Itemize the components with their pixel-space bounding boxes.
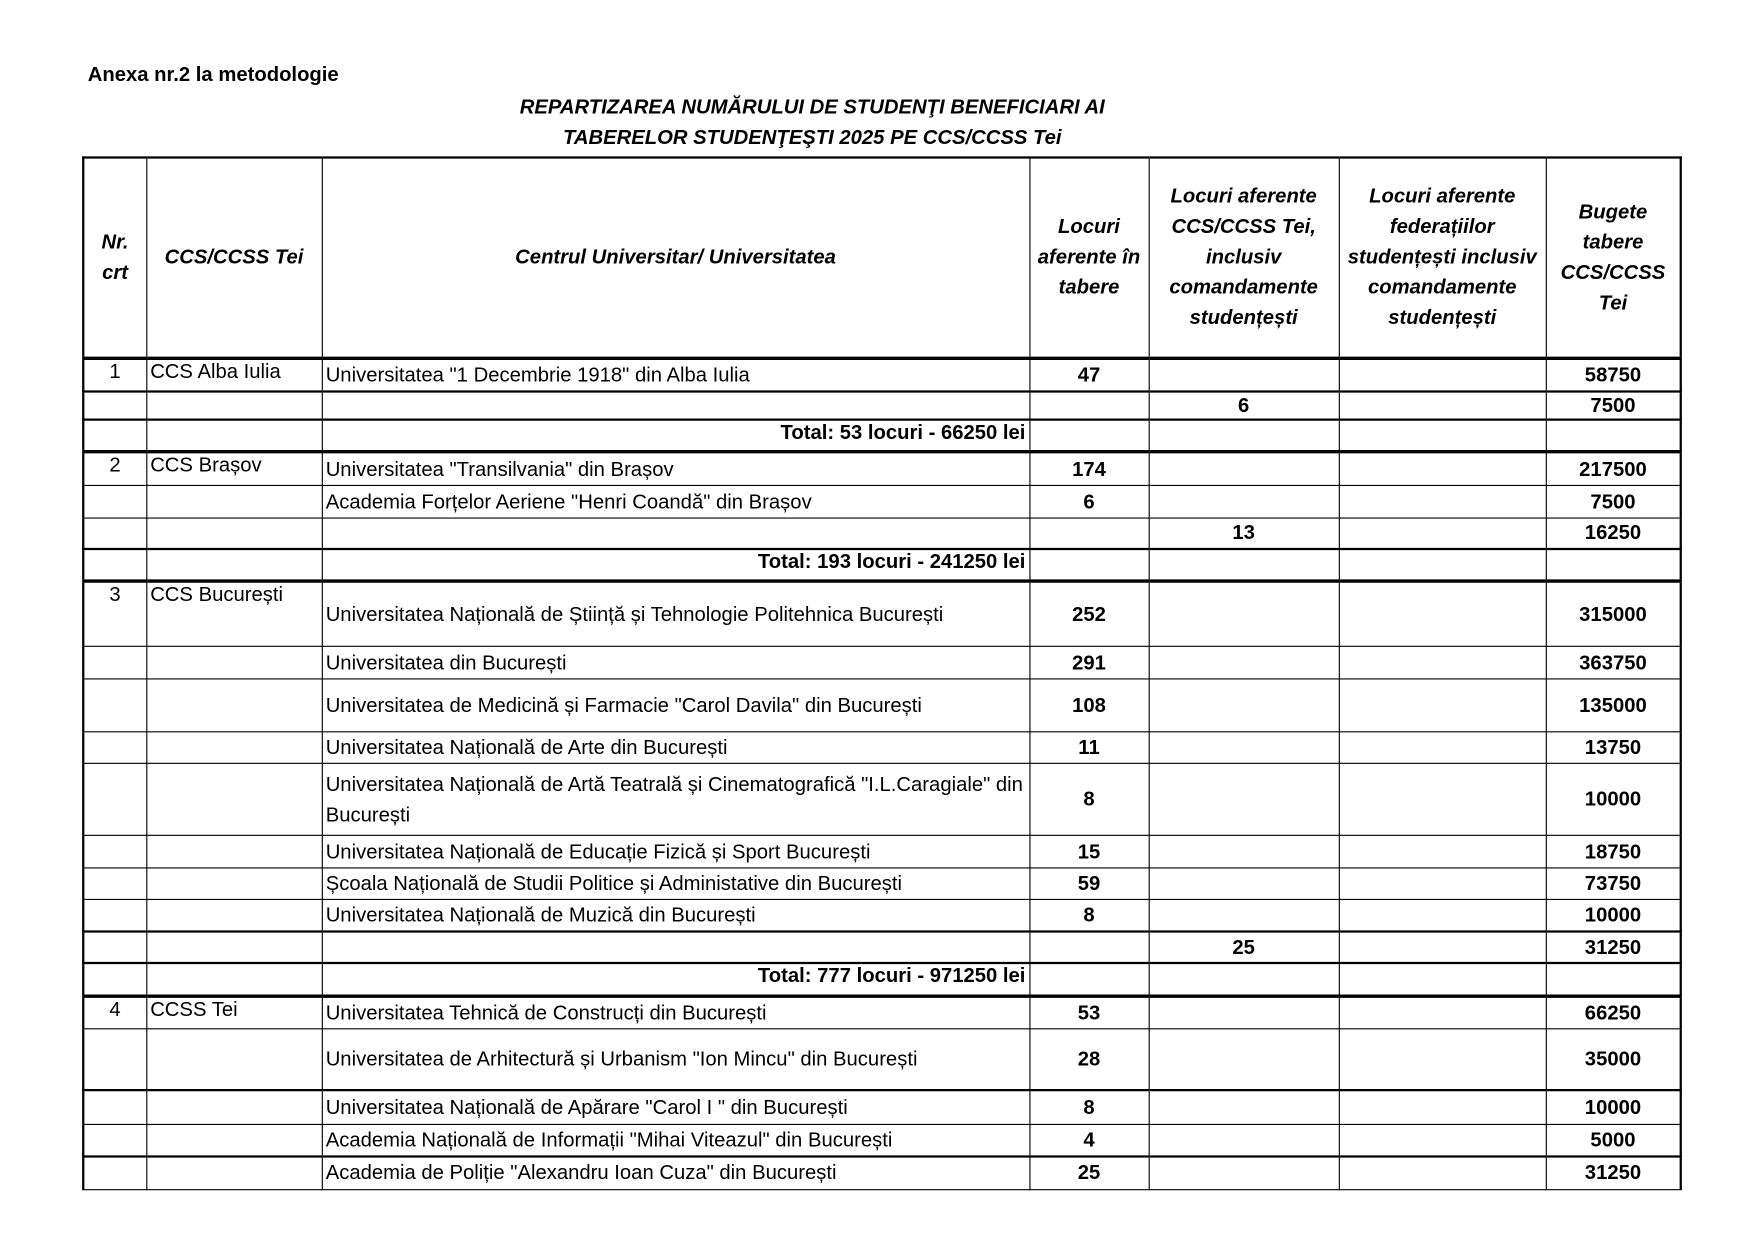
nr-cell: 4 <box>83 996 146 1029</box>
locuri-ccs-cell <box>1149 763 1339 835</box>
locuri-ccs-cell: 25 <box>1149 932 1339 964</box>
ccs-cell: CCS Alba Iulia <box>146 358 322 391</box>
header-locuri-ccs: Locuri aferente CCS/CCSS Tei, inclusiv comandamente studențești <box>1149 158 1339 358</box>
buget-cell <box>1546 963 1681 996</box>
university-cell: Universitatea Națională de Arte din București <box>322 732 1030 764</box>
buget-cell: 58750 <box>1546 358 1681 391</box>
university-cell: Universitatea din București <box>322 646 1030 679</box>
table-row <box>83 518 1681 548</box>
nr-cell <box>83 646 146 679</box>
locuri-cell <box>1029 932 1148 964</box>
university-cell: Universitatea "Transilvania" din Brașov <box>322 452 1030 486</box>
university-cell <box>322 518 1030 548</box>
table-row <box>83 646 1681 679</box>
locuri-cell: 53 <box>1029 996 1148 1029</box>
table-row <box>83 679 1681 732</box>
locuri-fed-cell <box>1339 763 1546 835</box>
locuri-fed-cell <box>1339 835 1546 868</box>
locuri-fed-cell <box>1339 679 1546 732</box>
nr-cell <box>83 485 146 518</box>
ccs-cell <box>146 485 322 518</box>
locuri-ccs-cell <box>1149 452 1339 486</box>
document-title-line1: REPARTIZAREA NUMĂRULUI DE STUDENŢI BENEFICIARI AI <box>519 95 1105 119</box>
locuri-fed-cell <box>1339 996 1546 1029</box>
nr-cell <box>83 932 146 964</box>
ccs-cell: CCS Brașov <box>146 452 322 486</box>
university-cell: Școala Națională de Studii Politice și Administative din București <box>322 868 1030 900</box>
locuri-fed-cell <box>1339 1090 1546 1124</box>
locuri-ccs-cell <box>1149 1124 1339 1157</box>
ccs-cell <box>146 391 322 419</box>
ccs-cell <box>146 1124 322 1157</box>
buget-cell: 7500 <box>1546 485 1681 518</box>
buget-cell: 7500 <box>1546 391 1681 419</box>
locuri-cell: 291 <box>1029 646 1148 679</box>
university-cell: Universitatea Națională de Artă Teatrală și Cinematografică "I.L.Caragiale" din București <box>322 763 1030 835</box>
total-cell: Total: 53 locuri - 66250 lei <box>322 419 1030 452</box>
header-locuri: Locuri aferente în tabere <box>1029 158 1148 358</box>
ccs-cell <box>146 1090 322 1124</box>
locuri-ccs-cell <box>1149 899 1339 931</box>
ccs-cell <box>146 732 322 764</box>
university-cell: Academia de Poliție "Alexandru Ioan Cuza" din București <box>322 1157 1030 1190</box>
locuri-fed-cell <box>1339 1028 1546 1090</box>
ccs-cell <box>146 518 322 548</box>
locuri-ccs-cell <box>1149 581 1339 646</box>
buget-cell: 35000 <box>1546 1028 1681 1090</box>
buget-cell: 5000 <box>1546 1124 1681 1157</box>
locuri-ccs-cell <box>1149 732 1339 764</box>
ccs-cell <box>146 646 322 679</box>
ccs-cell <box>146 679 322 732</box>
table-body <box>83 358 1681 1189</box>
locuri-cell: 6 <box>1029 485 1148 518</box>
locuri-ccs-cell <box>1149 419 1339 452</box>
header-locuri-federatii: Locuri aferente federațiilor studențești inclusiv comandamente studențești <box>1339 158 1546 358</box>
nr-cell: 3 <box>83 581 146 646</box>
ccs-cell <box>146 932 322 964</box>
total-cell: Total: 777 locuri - 971250 lei <box>322 963 1030 996</box>
ccs-cell <box>146 835 322 868</box>
locuri-cell: 8 <box>1029 1090 1148 1124</box>
allocation-table <box>82 156 1682 1189</box>
locuri-fed-cell <box>1339 646 1546 679</box>
nr-cell <box>83 1090 146 1124</box>
locuri-ccs-cell <box>1149 835 1339 868</box>
locuri-fed-cell <box>1339 932 1546 964</box>
locuri-fed-cell <box>1339 1157 1546 1190</box>
university-cell: Universitatea Națională de Muzică din București <box>322 899 1030 931</box>
locuri-ccs-cell <box>1149 996 1339 1029</box>
nr-cell <box>83 679 146 732</box>
buget-cell: 217500 <box>1546 452 1681 486</box>
university-cell: Universitatea de Medicină și Farmacie "Carol Davila" din București <box>322 679 1030 732</box>
table-row <box>83 868 1681 900</box>
nr-cell <box>83 963 146 996</box>
header-ccs: CCS/CCSS Tei <box>146 158 322 358</box>
university-cell: Academia Forțelor Aeriene "Henri Coandă" din Brașov <box>322 485 1030 518</box>
university-cell <box>322 932 1030 964</box>
university-cell: Universitatea "1 Decembrie 1918" din Alba Iulia <box>322 358 1030 391</box>
locuri-ccs-cell <box>1149 358 1339 391</box>
locuri-cell: 59 <box>1029 868 1148 900</box>
total-row <box>83 419 1681 452</box>
nr-cell <box>83 899 146 931</box>
locuri-ccs-cell: 6 <box>1149 391 1339 419</box>
buget-cell <box>1546 548 1681 581</box>
locuri-cell: 47 <box>1029 358 1148 391</box>
locuri-ccs-cell <box>1149 868 1339 900</box>
nr-cell: 2 <box>83 452 146 486</box>
locuri-fed-cell <box>1339 963 1546 996</box>
buget-cell: 31250 <box>1546 1157 1681 1190</box>
locuri-ccs-cell <box>1149 548 1339 581</box>
ccs-cell <box>146 1028 322 1090</box>
buget-cell: 16250 <box>1546 518 1681 548</box>
ccs-cell <box>146 963 322 996</box>
locuri-cell: 174 <box>1029 452 1148 486</box>
table-row <box>83 763 1681 835</box>
nr-cell <box>83 548 146 581</box>
table-row <box>83 996 1681 1029</box>
locuri-ccs-cell: 13 <box>1149 518 1339 548</box>
table-row <box>83 358 1681 391</box>
table-row <box>83 485 1681 518</box>
total-cell: Total: 193 locuri - 241250 lei <box>322 548 1030 581</box>
university-cell: Universitatea Națională de Știință și Tehnologie Politehnica București <box>322 581 1030 646</box>
table-row <box>83 1090 1681 1124</box>
buget-cell: 135000 <box>1546 679 1681 732</box>
locuri-fed-cell <box>1339 358 1546 391</box>
locuri-ccs-cell <box>1149 1157 1339 1190</box>
nr-cell <box>83 1028 146 1090</box>
table-header-row <box>83 158 1681 358</box>
buget-cell <box>1546 419 1681 452</box>
ccs-cell: CCSS Tei <box>146 996 322 1029</box>
locuri-fed-cell <box>1339 899 1546 931</box>
university-cell: Academia Națională de Informații "Mihai Viteazul" din București <box>322 1124 1030 1157</box>
locuri-ccs-cell <box>1149 963 1339 996</box>
university-cell: Universitatea Națională de Apărare "Carol I " din București <box>322 1090 1030 1124</box>
ccs-cell <box>146 548 322 581</box>
ccs-cell <box>146 419 322 452</box>
locuri-ccs-cell <box>1149 1028 1339 1090</box>
locuri-ccs-cell <box>1149 1090 1339 1124</box>
nr-cell <box>83 732 146 764</box>
locuri-cell: 252 <box>1029 581 1148 646</box>
buget-cell: 31250 <box>1546 932 1681 964</box>
ccs-cell <box>146 899 322 931</box>
locuri-cell: 4 <box>1029 1124 1148 1157</box>
locuri-fed-cell <box>1339 1124 1546 1157</box>
buget-cell: 363750 <box>1546 646 1681 679</box>
locuri-fed-cell <box>1339 391 1546 419</box>
table-row <box>83 835 1681 868</box>
locuri-ccs-cell <box>1149 485 1339 518</box>
header-nr: Nr. crt <box>83 158 146 358</box>
locuri-fed-cell <box>1339 485 1546 518</box>
ccs-cell: CCS București <box>146 581 322 646</box>
header-bugete: Bugete tabere CCS/CCSS Tei <box>1546 158 1681 358</box>
locuri-fed-cell <box>1339 581 1546 646</box>
locuri-cell <box>1029 548 1148 581</box>
nr-cell: 1 <box>83 358 146 391</box>
university-cell: Universitatea de Arhitectură și Urbanism "Ion Mincu" din București <box>322 1028 1030 1090</box>
table-row <box>83 452 1681 486</box>
total-row <box>83 548 1681 581</box>
table-row <box>83 1028 1681 1090</box>
locuri-fed-cell <box>1339 452 1546 486</box>
locuri-cell: 15 <box>1029 835 1148 868</box>
locuri-fed-cell <box>1339 419 1546 452</box>
locuri-cell: 25 <box>1029 1157 1148 1190</box>
table-row <box>83 732 1681 764</box>
locuri-cell: 28 <box>1029 1028 1148 1090</box>
locuri-ccs-cell <box>1149 646 1339 679</box>
locuri-cell: 8 <box>1029 899 1148 931</box>
nr-cell <box>83 763 146 835</box>
ccs-cell <box>146 868 322 900</box>
locuri-cell: 108 <box>1029 679 1148 732</box>
buget-cell: 10000 <box>1546 899 1681 931</box>
nr-cell <box>83 1157 146 1190</box>
table-row <box>83 899 1681 931</box>
table-row <box>83 1157 1681 1190</box>
buget-cell: 13750 <box>1546 732 1681 764</box>
buget-cell: 10000 <box>1546 1090 1681 1124</box>
table-row <box>83 1124 1681 1157</box>
locuri-ccs-cell <box>1149 679 1339 732</box>
buget-cell: 66250 <box>1546 996 1681 1029</box>
locuri-cell <box>1029 518 1148 548</box>
buget-cell: 73750 <box>1546 868 1681 900</box>
table-row <box>83 932 1681 964</box>
nr-cell <box>83 868 146 900</box>
annex-label: Anexa nr.2 la metodologie <box>87 63 339 86</box>
locuri-fed-cell <box>1339 548 1546 581</box>
locuri-cell <box>1029 963 1148 996</box>
document-title-line2: TABERELOR STUDENŢEŞTI 2025 PE CCS/CCSS Tei <box>563 126 1062 149</box>
nr-cell <box>83 419 146 452</box>
nr-cell <box>83 391 146 419</box>
header-university: Centrul Universitar/ Universitatea <box>322 158 1030 358</box>
locuri-cell: 11 <box>1029 732 1148 764</box>
locuri-cell <box>1029 391 1148 419</box>
buget-cell: 18750 <box>1546 835 1681 868</box>
locuri-fed-cell <box>1339 518 1546 548</box>
locuri-cell: 8 <box>1029 763 1148 835</box>
ccs-cell <box>146 763 322 835</box>
ccs-cell <box>146 1157 322 1190</box>
locuri-cell <box>1029 419 1148 452</box>
total-row <box>83 963 1681 996</box>
buget-cell: 315000 <box>1546 581 1681 646</box>
nr-cell <box>83 835 146 868</box>
nr-cell <box>83 518 146 548</box>
buget-cell: 10000 <box>1546 763 1681 835</box>
table-row <box>83 391 1681 419</box>
table-row <box>83 581 1681 646</box>
locuri-fed-cell <box>1339 868 1546 900</box>
university-cell <box>322 391 1030 419</box>
nr-cell <box>83 1124 146 1157</box>
university-cell: Universitatea Națională de Educație Fizică și Sport București <box>322 835 1030 868</box>
university-cell: Universitatea Tehnică de Construcți din București <box>322 996 1030 1029</box>
locuri-fed-cell <box>1339 732 1546 764</box>
